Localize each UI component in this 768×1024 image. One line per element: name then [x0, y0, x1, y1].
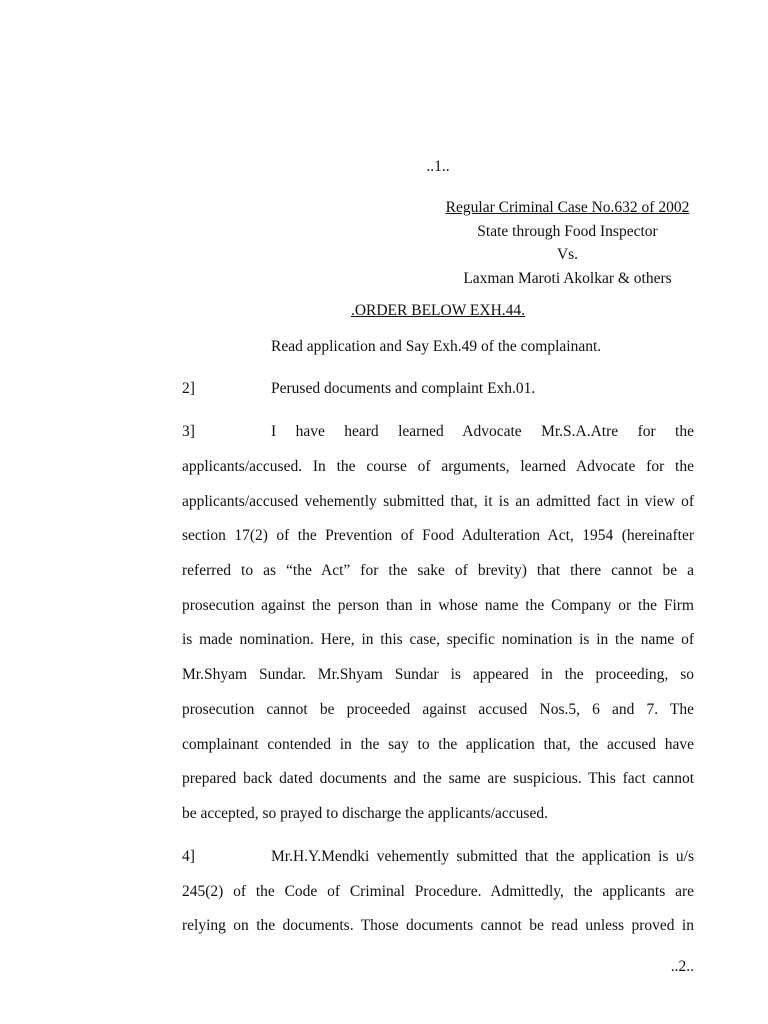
paragraph-3-line: applicants/accused vehemently submitted that, it is an admitted fact in view of: [182, 493, 694, 510]
versus-label: Vs.: [556, 246, 579, 263]
order-title: .ORDER BELOW EXH.44.: [350, 302, 526, 319]
paragraph-3-line: prosecution cannot be proceeded against accused Nos.5, 6 and 7. The: [182, 701, 694, 718]
paragraph-3-line: complainant contended in the say to the application that, the accused have: [182, 736, 694, 753]
paragraph-3-line: section 17(2) of the Prevention of Food Adulteration Act, 1954 (hereinafter: [182, 527, 694, 544]
paragraph-4-line: relying on the documents. Those documents cannot be read unless proved in: [182, 917, 694, 934]
paragraph-3-line: applicants/accused. In the course of arguments, learned Advocate for the: [182, 458, 694, 475]
paragraph-4-line: 245(2) of the Code of Criminal Procedure. Admittedly, the applicants are: [182, 883, 694, 900]
party-accused: Laxman Maroti Akolkar & others: [463, 270, 672, 287]
paragraph-2-number: 2]: [182, 380, 195, 397]
paragraph-2-text: Perused documents and complaint Exh.01.: [271, 380, 536, 397]
party-complainant: State through Food Inspector: [477, 223, 658, 240]
page-marker-top: ..1..: [426, 158, 450, 175]
paragraph-3-line: prosecution against the person than in whose name the Company or the Firm: [182, 597, 694, 614]
case-title: Regular Criminal Case No.632 of 2002: [445, 199, 690, 216]
paragraph-1: Read application and Say Exh.49 of the complainant.: [271, 338, 602, 355]
paragraph-3-line: be accepted, so prayed to discharge the applicants/accused.: [182, 805, 548, 822]
page-marker-bottom: ..2..: [670, 958, 694, 975]
paragraph-4-number: 4]: [182, 848, 195, 865]
paragraph-3-line: is made nomination. Here, in this case, specific nomination is in the name of: [182, 631, 694, 648]
paragraph-3-number: 3]: [182, 423, 195, 440]
paragraph-3-line: Mr.Shyam Sundar. Mr.Shyam Sundar is appeared in the proceeding, so: [182, 666, 694, 683]
paragraph-3-line: referred to as “the Act” for the sake of brevity) that there cannot be a: [182, 562, 694, 579]
paragraph-4-line: Mr.H.Y.Mendki vehemently submitted that the application is u/s: [271, 848, 694, 865]
paragraph-3-line: I have heard learned Advocate Mr.S.A.Atre for the: [271, 423, 694, 440]
paragraph-3-line: prepared back dated documents and the same are suspicious. This fact cannot: [182, 770, 694, 787]
